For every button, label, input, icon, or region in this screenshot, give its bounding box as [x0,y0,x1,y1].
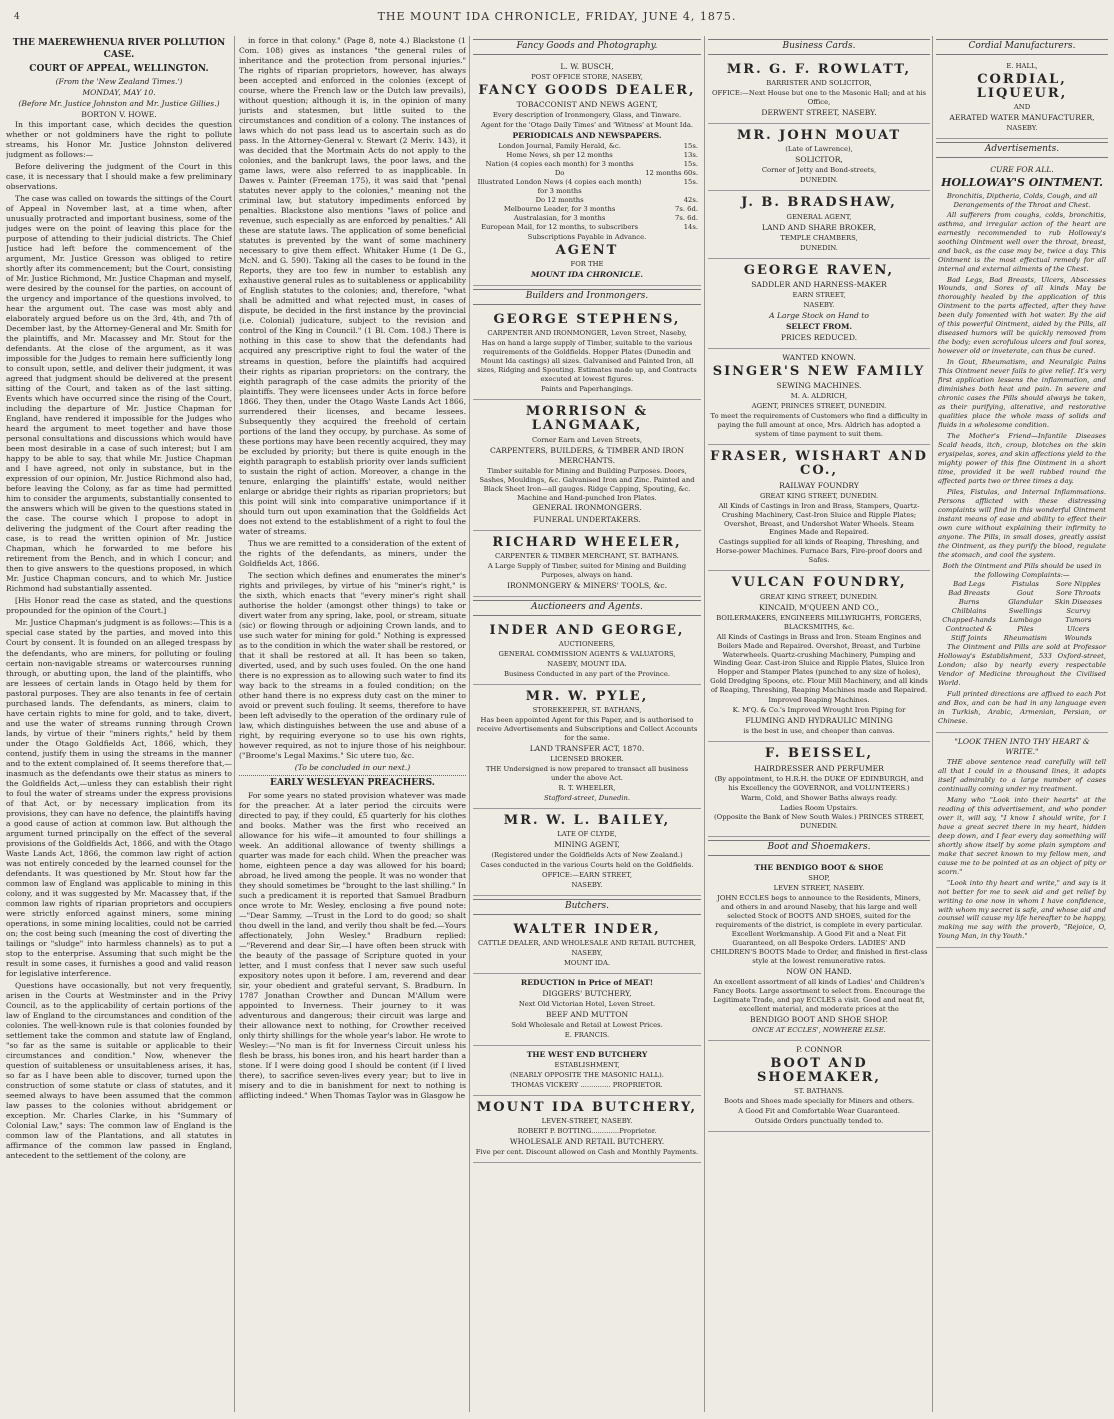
ad-stephens: GEORGE STEPHENS, CARPENTER AND IRONMONGER, Leven Street, Naseby, Has on hand a large supply of Timber, suitable to the various requirements of the Goldfields. Hopper Plates (Dunedin and Mount Ida castings) all sizes. Galvanised and Painted Iron, all sizes, Ridging and Spouting. Estimates made up, and Contracts executed at lowest figures. Paints and Paperhangings. [473,308,701,400]
section-header: Fancy Goods and Photography. [473,39,701,55]
ad-mount-ida-butchery: MOUNT IDA BUTCHERY, LEVEN-STREET, NASEBY. ROBERT P. BOTTING.............Proprietor. WHOLESALE AND RETAIL BUTCHERY. Five per cent. Discount allowed on Cash and Monthly Payments. [473,1096,701,1163]
ad-connor: P. CONNOR BOOT AND SHOEMAKER, ST. BATHANS. Boots and Shoes made specially for Miners and others. A Good Fit and Comfortable Wear Guaranteed. Outside Orders punctually tended to. [708,1041,930,1132]
article-paragraph: Mr. Justice Chapman's judgment is as follows:—This is a special case stated by the parties, and moved into this Court by consent. It is founded on an alleged trespass by the defendants, who are miners, for polluting or fouling certain non-navigable streams or watercourses running through, or abutting upon, the land of the plaintiffs, who are lessees of certain lands in Otago held by them for pastoral purposes. They are also tenants in fee of certain purchased lands. The defendants, as miners, claim to have certain rights to mine for gold, and to take, divert, and use the water of streams running through Crown lands, by virtue of their "miners rights," held by them under the Otago Goldfields Act, 1866, which, they contend, justify them in using the streams in the manner and to the extent complained of. It seems therefore that,—inasmuch as the defendants owe their status as miners to the Goldfields Act,—unless they can establish their right to foul the water of streams under the express provisions of that Act, or by necessary implication from its provisions, they can have no defence, the plaintiffs having a good cause of action at common law. But although the argument turned principally on the effect of the several provisions of the Goldfields Act, 1866, and with the Otago Waste Lands Act, 1866, the common law right of action was not entirely conceded by the learned counsel for the defendants. It was questioned by Mr. Stout how far the common law of England was applicable to mining in this colony, and it was suggested by Mr. Macassey that, if the common law rights of riparian proprietors and occupiers were strictly enforced against miners, some mining operations, in some mining localities, could not be carried on; the cost being such (meaning the cost of diverting the tailings or "sludge" into harmless channels) as to put a stop to the enterprise. Assuming that such might be the result in some cases, it furnishes a good and valid reason for legislative interference. [6,618,232,978]
article-before: (Before Mr. Justice Johnston and Mr. Justice Gillies.) [18,98,220,108]
ad-bradshaw: J. B. BRADSHAW, GENERAL AGENT, LAND AND SHARE BROKER, TEMPLE CHAMBERS, DUNEDIN. [708,191,930,258]
column-5 [936,36,1108,1412]
article-paragraph: in force in that colony." (Page 8, note 4.) Blackstone (1 Com. 108) gives as instances "the general rules of inheritance and the protection from personal injuries." The rights of riparian proprietors, however, has always been accepted and enforced in the colonies (except of course, where the French law or the Dutch law prevails), without question; although it is, in the opinion of many jurists and statesmen, but little suited to the circumstances and condition of a colony. The instances of laws which do not pass lead us to ascertain such as do pass. In the Attorney-General v. Stewart (2 Meriv. 143), it was decided that the Mortmain Acts do not apply to the colonies, and the bankrupt laws, the poor laws, and the game laws, were also referred to as inapplicable. In Dawes v. Painter (Freeman 175), it was said that "penal statutes never apply to the colonies," meaning not the criminal law, but statutory impediments enforced by penalties. Blackstone also mentions "laws of police and revenue, such especially as are enforced by penalties." All these are statute laws. The application of some beneficial statutes is prevented by the want of some machinery necessary to give them effect. Whitaker Hume (1 De G., McN. and G. 590). Taking all the cases to be found in the Reports, they are too few in number to establish any exhaustive general rules as to suitableness or applicability of English statutes to the colonies; and, therefore, "what shall be admitted and what rejected must, in cases of dispute, be decided in the first instance by the provincial (i.e. Colonial) judicature, subject to the revision and control of the King in Council." (1 Bl. Com. 108.) There is nothing in this case to show that the defendants had acquired any prescriptive right to foul the water of the streams in question, before the plaintiffs had acquired their rights as riparian proprietors: on the contrary, the eighth paragraph of the case admits the priority of the plaintiffs. They were licensees under Acts in force before 1866. They then, under the Otago Waste Lands Act 1866, surrendered their licenses, and became lessees. Subsequently they acquired the freehold of certain portions of the land they occupy, by purchase. As some of these portions may have been recently acquired, they may be excluded by priority; but there is quite enough in the eighth paragraph to establish priority over lands sufficient to sustain the right of action. Moreover, a change in the tenure, enlarging the plaintiffs' estate, would neither enlarge or abridge their rights as riparian proprietors; but this point will sink into comparative unimportance if it should turn out upon examination that the Goldfields Act does not extend to the establishment of a right to foul the water of streams. [239,36,466,536]
ad-aldrich: WANTED KNOWN. SINGER'S NEW FAMILY SEWING MACHINES. M. A. ALDRICH, AGENT, PRINCES STREET, DUNEDIN. To meet the requirements of Customers who find a difficulty in paying the full amount at once, Mrs. Aldrich has adopted a system of time payment to suit them. [708,349,930,445]
ad-west-end-butchery: THE WEST END BUTCHERY ESTABLISHMENT, (NEARLY OPPOSITE THE MASONIC HALL). THOMAS VICKERY .............. PROPRIETOR. [473,1046,701,1096]
ad-walter-inder: WALTER INDER, CATTLE DEALER, AND WHOLESALE AND RETAIL BUTCHER, NASEBY, MOUNT IDA. [473,918,701,974]
ad-rowlatt: MR. G. F. ROWLATT, BARRISTER AND SOLICITOR, OFFICE:—Next House but one to the Masonic Hall; and at his Office, DERWENT STREET, NASEBY. [708,58,930,124]
section-header: Business Cards. [708,39,930,55]
article-paragraph: The section which defines and enumerates the miner's rights and privileges, by virtue of his "miner's right," is the sixth, which enacts that "every miner's right shall authorise the holder (amongst other things) to take or divert water from any spring, lake, pool, or stream, situate (sic) or flowing through or adjoining Crown lands, and to use such water for mining for gold." Nothing is expressed as to the condition in which the water shall be restored, or that it shall be restored at all. It has been so taken, diverted, used, and by such uses fouled. On the one hand there is no expression as to allowing such water to find its way back to the streams in a fouled condition; on the other hand there is no express duty cast on the miner to avoid or prevent such fouling. It seems, therefore to have been left advisedly to the operation of the ordinary rule of law, which distinguishes between the use and abuse of a right, by requiring everyone so to use his own rights, however required, as not to injure those of his neighbour. ("Broome's Legal Maxims." Sic utere tuo, &c. [239,570,466,761]
wesleyan-headline: EARLY WESLEYAN PREACHERS. [270,778,435,789]
ad-diggers-butchery: REDUCTION in Price of MEAT! DIGGERS' BUTCHERY, Next Old Victorian Hotel, Leven Street. BEEF AND MUTTON Sold Wholesale and Retail at Lowest Prices. E. FRANCIS. [473,974,701,1046]
section-header: Auctioneers and Agents. [473,600,701,616]
complaints-table: Bad Legs Fistulas Sore Nipples Bad Breasts Gout Sore Throats Burns Glandular Skin Diseases Chilblains Swellings Scurvy Chapped-hands Lumbago Tumors Contracted & Piles Ulcers Stiff Joints Rheumatism Wounds [942,580,1103,643]
article-paragraph: Thus we are remitted to a consideration of the extent of the rights of the defendants, as miners, under the Goldfields Act, 1866. [239,538,466,568]
divider [239,775,466,776]
article-date: MONDAY, MAY 10. [82,87,156,97]
ad-pyle: MR. W. PYLE, STOREKEEPER, ST. BATHANS, Has been appointed Agent for this Paper, and is authorised to receive Advertisements and Subscriptions and Collect Accounts for the same. LAND TRANSFER ACT, 1870. LICENSED BROKER. THE Undersigned is now prepared to transact all business under the above Act. R. T. WHEELER, Stafford-street, Dunedin. [473,685,701,809]
article-paragraph: For some years no stated provision whatever was made for the preacher. At a later period the circuits were directed to pay, if they could, £5 quarterly for his clothes and books. Mather was the first who received an allowance for his wife—it amounted to four shillings a week. An additional allowance of twenty shillings a quarter was made for each child. When the preacher was home, eighteen pence a day was allowed for his board; abroad, he lived among the people. It was no wonder that they should sometimes be "brought to the last shilling." In such a predicament it is reported that Samuel Bradburn once wrote to Mr. Wesley, enclosing a five pound note:—"Dear Sammy, —Trust in the Lord to do good; so shalt thou dwell in the land, and verily thou shalt be fed.—Yours affectionately, John Wesley." Bradburn replied:—"Reverend and dear Sir,—I have often been struck with the beauty of the passage of Scripture quoted in your letter, and I must confess that I never saw such useful expository notes upon it before. I am, reverend and dear sir, your obedient and grateful servant, S. Bradburn. In 1787 Jonathan Crowther and Duncan M'Allum were appointed to Inverness. Their journey to it was adventurous and dangerous; their circuit was large and their allowance next to nothing, for Crowther received only thirty shillings for the whole year's labor. He wrote to Wesley:—"No man is fit for Inverness Circuit unless his flesh be brass, his bones iron, and his heart harder than a stone. If I were doing good I should be content (if I lived there), to sacrifice seven-lives every year; but to live in misery and to die in banishment for next to nothing is afflicting indeed." When Thomas Taylor was in Glasgow he [239,791,466,1101]
ad-holloway: CURE FOR ALL. HOLLOWAY'S OINTMENT. Bronchitis, Diptheria, Colds, Cough, and all Derangements of the Throat and Chest. All sufferers from coughs, colds, bronchitis, asthma, and irregular action of the heart are earnestly recommended to rub Holloway's soothing Ointment well over the throat, breast, and back, as the case may be, twice a day. This Ointment is the most effectual remedy for all internal and external ailments of the Chest. Bad Legs, Bad Breasts, Ulcers, Abscesses Wounds, and Sores of all kinds May be thoroughly healed by the application of this Ointment to the parts affected, after they have been duly fomented with hot water. By the aid of this powerful Ointment, aided by the Pills, all diseased humors will be quickly removed from the body; even scrofulous ulcers and foul sores, however old or inveterate, can thus be cured. In Gout, Rheumatism, and Neuralgic Pains This Ointment never fails to give relief. It's very first application lessens the inflammation, and diminishes both heat and pain. In severe and chronic cases the Pills should always be taken, as their purifying, alterative, and restorative qualities place the whole mass of solids and fluids in a wholesome condition. The Mother's Friend—Infantile Diseases Scald heads, itch, croup, blotches on the skin erysipelas, sores, and skin affections yield to the mighty power of this fine Ointment in a short time, provided it be well rubbed round the affected parts two or three times a day. Piles, Fistulas, and Internal Inflammations. Persons afflicted with these distressing complaints will find in this wonderful Ointment instant means of ease and ability to effect their own cure without explaining their infirmity to anyone. The Pills, in small doses, greatly assist the Ointment, as they purify the blood, regulate the stomach, and cool the system. Both the Ointment and Pills should be used in the following Complaints:— Bad Legs Fistulas Sore Nipples Bad Breasts Gout Sore Throats Burns Glandular Skin Diseases Chilblains Swellings Scurvy Chapped-hands Lumbago Tumors Contracted & Piles Ulcers Stiff Joints Rheumatism Wounds The Ointment and Pills are sold at Professor Holloway's Establishment, 533 Oxford-street, London; also by nearly every respectable Vendor of Medicine throughout the Civilised World. Full printed directions are affixed to each Pot and Box, and can be had in any language even in Turkish, Arabic, Armenian, Persian, or Chinese. [936,161,1108,733]
column-2 [239,36,466,1412]
ad-mouat: MR. JOHN MOUAT (Late of Lawrence), SOLICITOR, Corner of Jetty and Bond-streets, DUNEDIN. [708,124,930,191]
article-court: COURT OF APPEAL, WELLINGTON. [29,63,209,74]
ad-bailey: MR. W. L. BAILEY, LATE OF CLYDE, MINING AGENT, (Registered under the Goldfields Acts of New Zealand.) Cases conducted in the various Courts held on the Goldfields. OFFICE:—EARN STREET, NASEBY. [473,809,701,896]
article-headline: THE MAEREWHENUA RIVER POLLUTION CASE. [12,38,226,60]
ad-raven: GEORGE RAVEN, SADDLER AND HARNESS-MAKER EARN STREET, NASEBY. A Large Stock on Hand to SELECT FROM. PRICES REDUCED. [708,259,930,349]
column-rule [932,36,933,1412]
masthead-title: THE MOUNT IDA CHRONICLE, FRIDAY, JUNE 4, 1875. [377,10,737,23]
section-header: Butchers. [473,899,701,915]
column-3 [473,36,701,1412]
column-rule [234,36,235,1412]
column-rule [469,36,470,1412]
ad-fraser: FRASER, WISHART AND CO., RAILWAY FOUNDRY GREAT KING STREET, DUNEDIN. All Kinds of Castings in Iron and Brass, Stampers, Quartz-Crushing Machinery, Cast-Iron Sluice and Ripple Plates; Overshot, Breast, and Undershot Water Wheels. Steam Engines Made and Repaired. Castings supplied for all kinds of Reaping, Threshing, and Horse-power Machines. Furnace Bars, Fire-proof doors and Safes. [708,445,930,571]
ad-wheeler: RICHARD WHEELER, CARPENTER & TIMBER MERCHANT, ST. BATHANS. A Large Supply of Timber, suited for Mining and Building Purposes, always on hand. IRONMONGERY & MINERS' TOOLS, &c. [473,531,701,597]
ad-vulcan: VULCAN FOUNDRY, GREAT KING STREET, DUNEDIN. KINCAID, M'QUEEN AND CO., BOILERMAKERS, ENGINEERS MILLWRIGHTS, FORGERS, BLACKSMITHS, &c. All Kinds of Castings in Brass and Iron. Steam Engines and Boilers Made and Repaired. Overshot, Breast, and Turbine Waterwheels. Quartz-crushing Machinery, Pumping and Winding Gear. Cast-iron Sluice and Ripple Plates, Sluice Iron Hopper and Stamper Plates (punched to any size of holes), Gold Dredging Spoons, etc. Flour Mill Machinery, and all kinds of Reaping, Threshing, Reaping Machines made and Repaired. Improved Reaping Machines. K. M'Q. & Co.'s Improved Wrought Iron Piping for FLUMING AND HYDRAULIC MINING is the best in use, and cheaper than canvas. [708,571,930,742]
article-paragraph: In this important case, which decides the question whether or not goldminers have the right to pollute streams, his Honor Mr. Justice Johnston delivered judgment as follows:— [6,119,232,159]
column-rule [704,36,705,1412]
continued-note: (To be concluded in our next.) [294,763,411,773]
ad-bendigo: THE BENDIGO BOOT & SHOE SHOP, LEVEN STREET, NASEBY. JOHN ECCLES begs to announce to the Residents, Miners, and others in and around Naseby, that his large and well selected Stock of BOOTS AND SHOES, suited for the requirements of the district, is complete in every particular. Excellent Workmanship. A Good Fit and a Neat Fit Guaranteed, on all Bespoke Orders. LADIES' AND CHILDREN'S BOOTS Made to Order, and finished in first-class style at the lowest remunerative rates. NOW ON HAND. An excellent assortment of all kinds of Ladies' and Children's Fancy Boots. Large assortment to select from. Encourage the Legitimate Trade, and pay ECCLES a visit. Good and neat fit, excellent material, and moderate prices at the BENDIGO BOOT AND SHOE SHOP. ONCE AT ECCLES', NOWHERE ELSE. [708,859,930,1041]
section-header: Builders and Ironmongers. [473,289,701,305]
section-header: Advertisements. [936,142,1108,158]
section-header: Cordial Manufacturers. [936,39,1108,55]
page-number: 4 [14,12,21,22]
article-paragraph: The case was called on towards the sittings of the Court of Appeal in November last, at a time when, after unusually protracted and important business, some of the judges were on the point of leaving this place for the purpose of attending to their judicial districts. The Chief Justice had left before the commencement of the argument, Mr. Justice Gresson was obliged to retire shortly after its commencement; but the Court, consisting of Mr. Justice Richmond, Mr. Justice Chapman and myself, were desired by the counsel for the parties, on account of the urgency and importance of the questions involved, to hear the argument out. The case was most ably and elaborately argued before us on the 3rd, 4th, and 7th of December last, by the Attorney-General and Mr. Smith for the plaintiffs, and Mr. Macassey and Mr. Stout for the defendants. At the close of the argument, as it was impossible for the Judges to remain here sufficiently long to consult upon, settle, and deliver their judgment, it was agreed that judgment should be delivered at the present sitting of the Court, and taken as of the last sitting. Events which have occurred since the rising of the Court, including the departure of Mr. Justice Chapman for England, have rendered it impossible for the Judges who heard the argument to meet together and have those personal consultations and discussions which would have been most desirable in a case of such interest; but I am happy to be able to say, that while Mr. Justice Chapman and I have agreed, not only in substance, but in the expression of our opinion, Mr. Justice Richmond also had, before leaving the Colony, as far as time had permitted him to consider the arguments, substantially consented to the answers which will be given to the questions stated in the case. The course which I propose to adopt in delivering the judgment of the Court after reading the case, is to read the written opinion of Mr. Justice Chapman, which he forwarded to me before his retirement from the Bench, and in which I concur; and then to give answers to the questions proposed, in which Mr. Justice Chapman concurs, and to which Mr. Justice Richmond had substantially assented. [6,193,232,594]
masthead [0,0,1114,34]
article-case: BORTON V. HOWE. [81,109,157,119]
ad-inder-george: INDER AND GEORGE, AUCTIONEERS, GENERAL COMMISSION AGENTS & VALUATORS, NASEBY, MOUNT IDA. Business Conducted in any part of the Province. [473,619,701,685]
article-paragraph: Before delivering the judgment of the Court in this case, it is necessary that I should make a few preliminary observations. [6,161,232,191]
column-4 [708,36,930,1412]
section-header: Boot and Shoemakers. [708,840,930,856]
ad-look-into-thy-heart: "LOOK THEN INTO THY HEART & WRITE." THE above sentence read carefully will tell all that I could in a thousand lines, it adapts itself admirably to a large number of cases continually coming under my treatment. Many who "Look into their hearts" at the reading of this advertisement, and who ponder over it, will say, "I know I should write, for I have a great secret there in my heart, hidden deep down, and I fear every day something will shortly show itself by some plain symptom and make that secret known to my fellow men, and cause me to be pointed at as an object of pity or scorn." "Look into thy heart and write," and say is it not better for me to seek aid and get relief by writing to one now in whom I have confidence, with whom my secret is safe, and whose aid and counsel will cause my life hereafter to be happy, making me say with the proverb, "Rejoice, O, Young Man, in thy Youth." [936,733,1108,948]
ad-beissel: F. BEISSEL, HAIRDRESSER AND PERFUMER (By appointment, to H.R.H. the DUKE OF EDINBURGH, and his Excellency the GOVERNOR, and VOLUNTEERS.) Warm, Cold, and Shower Baths always ready. Ladies Room Upstairs. (Opposite the Bank of New South Wales.) PRINCES STREET, DUNEDIN. [708,742,930,837]
ad-busch: L. W. BUSCH, POST OFFICE STORE, NASEBY, FANCY GOODS DEALER, TOBACCONIST AND NEWS AGENT, Every description of Ironmongery, Glass, and Tinware. Agent for the 'Otago Daily Times' and 'Witness' at Mount Ida. PERIODICALS AND NEWSPAPERS. London Journal, Family Herald, &c. 15s. Home News, sh per 12 months 13s. Nation (4 copies each month) for 3 months 15s. Do 12 months 60s. Illustrated London News (4 copies each month) for 3 months 15s. Do 12 months 42s. Melbourne Leader, for 3 months 7s. 6d. Australasian, for 3 months 7s. 6d. European Mail, for 12 months, to subscribers 14s. Subscriptions Payable in Advance. AGENT FOR THE MOUNT IDA CHRONICLE. [473,58,701,286]
column-1 [6,36,232,1412]
article-source: (From the 'New Zealand Times.') [55,76,183,86]
article-paragraph: [His Honor read the case as stated, and the questions propounded for the opinion of the Court.] [6,596,232,616]
ad-morrison: MORRISON & LANGMAAK, Corner Earn and Leven Streets, CARPENTERS, BUILDERS, & TIMBER AND IRON MERCHANTS. Timber suitable for Mining and Building Purposes. Doors, Sashes, Mouldings, &c. Galvanised Iron and Zinc. Painted and Black Sheet Iron—all gauges. Ridge Capping, Spouting, &c. Machine and Hand-punched Iron Plates. GENERAL IRONMONGERS. FUNERAL UNDERTAKERS. [473,400,701,531]
article-paragraph: Questions have occasionally, but not very frequently, arisen in the Courts at Westminster and in the Privy Council, as to the applicability of certain portions of the law of England to the circumstances and condition of the colonies. The well-known rule is that colonies founded by settlement take the common and statute law of England, "so far as the same is suitable or applicable to their circumstances and condition." Now, whenever the question of suitableness or unsuitableness arises, it has, so far as I have been able to discover, turned upon the construction of some statute or class of statutes, and it seemed always to have been assumed that the common law passes to the colonies without abridgement or exception. Mr. Charles Clarke, in his "Summary of Colonial Law," says: The common law of England is the common law of the Plantations, and all statutes in affirmance of the common law passed in England, antecedent to the settlement of the colony, are [6,981,232,1161]
ad-hall: E. HALL, CORDIAL, LIQUEUR, AND AERATED WATER MANUFACTURER, NASEBY. [936,58,1108,140]
periodicals-table: London Journal, Family Herald, &c. 15s. Home News, sh per 12 months 13s. Nation (4 copies each month) for 3 months 15s. Do 12 months 60s. Illustrated London News (4 copies each month) for 3 months 15s. Do 12 months 42s. Melbourne Leader, for 3 months 7s. 6d. Australasian, for 3 months 7s. 6d. European Mail, for 12 months, to subscribers 14s. [477,142,698,231]
